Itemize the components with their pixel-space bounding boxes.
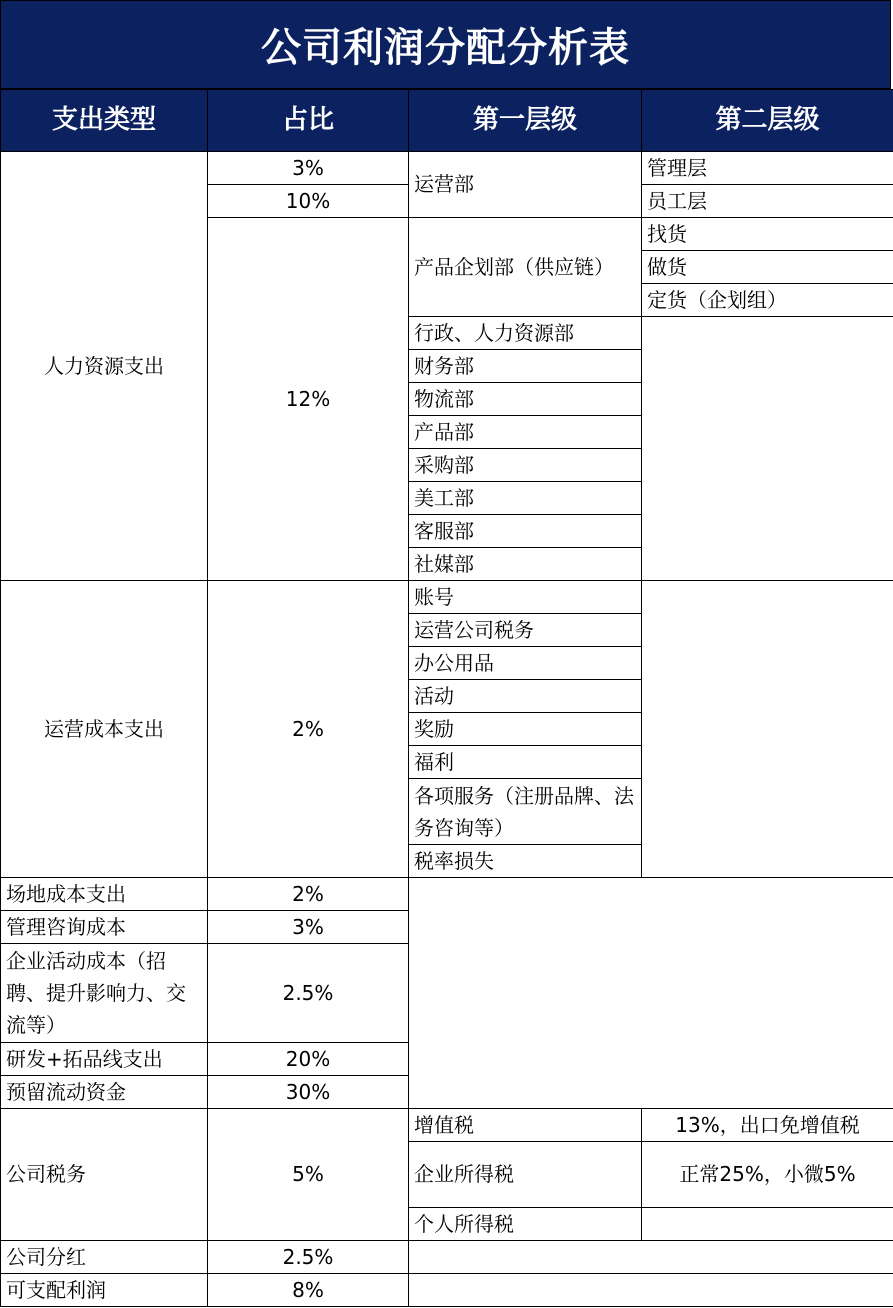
header-level-one: 第一层级 bbox=[409, 90, 642, 152]
table-row bbox=[1, 878, 893, 911]
level-one-cell: 各项服务（注册品牌、法务咨询等） bbox=[409, 779, 642, 845]
tax-item-cell: 增值税 bbox=[409, 1109, 642, 1142]
table-row bbox=[1, 152, 893, 185]
header-expense-type: 支出类型 bbox=[1, 90, 208, 152]
empty-cell bbox=[409, 1241, 893, 1274]
empty-cell bbox=[642, 317, 893, 581]
pct-cell: 2.5% bbox=[208, 1241, 409, 1274]
level-one-cell: 福利 bbox=[409, 746, 642, 779]
level-one-cell: 行政、人力资源部 bbox=[409, 317, 642, 350]
empty-cell bbox=[642, 581, 893, 878]
level-one-cell: 美工部 bbox=[409, 482, 642, 515]
profit-allocation-table bbox=[0, 89, 893, 1307]
level-two-cell: 找货 bbox=[642, 218, 893, 251]
level-one-cell: 账号 bbox=[409, 581, 642, 614]
ops-dept-cell: 运营部 bbox=[409, 152, 642, 218]
expense-type-cell: 研发+拓品线支出 bbox=[1, 1043, 208, 1076]
expense-type-cell: 管理咨询成本 bbox=[1, 911, 208, 944]
tax-item-cell: 企业所得税 bbox=[409, 1142, 642, 1208]
table-row bbox=[1, 1241, 893, 1274]
opcost-pct-cell: 2% bbox=[208, 581, 409, 878]
level-one-cell: 活动 bbox=[409, 680, 642, 713]
level-one-cell: 采购部 bbox=[409, 449, 642, 482]
pct-cell: 2.5% bbox=[208, 944, 409, 1043]
level-one-cell: 税率损失 bbox=[409, 845, 642, 878]
hr-pct-mgmt: 3% bbox=[208, 152, 409, 185]
level-one-cell: 产品部 bbox=[409, 416, 642, 449]
level-one-cell: 财务部 bbox=[409, 350, 642, 383]
page-title: 公司利润分配分析表 bbox=[0, 0, 891, 89]
opcost-type-cell: 运营成本支出 bbox=[1, 581, 208, 878]
expense-type-cell: 企业活动成本（招聘、提升影响力、交流等） bbox=[1, 944, 208, 1043]
hr-pct-rest: 12% bbox=[208, 218, 409, 581]
expense-type-cell: 场地成本支出 bbox=[1, 878, 208, 911]
level-two-cell: 定货（企划组） bbox=[642, 284, 893, 317]
product-planning-cell: 产品企划部（供应链） bbox=[409, 218, 642, 317]
pct-cell: 2% bbox=[208, 878, 409, 911]
table-row bbox=[1, 1109, 893, 1142]
tax-note-cell: 正常25%，小微5% bbox=[642, 1142, 893, 1208]
table-row bbox=[1, 1274, 893, 1307]
table-row bbox=[1, 581, 893, 614]
expense-type-cell: 预留流动资金 bbox=[1, 1076, 208, 1109]
pct-cell: 3% bbox=[208, 911, 409, 944]
tax-note-cell: 13%，出口免增值税 bbox=[642, 1109, 893, 1142]
pct-cell: 20% bbox=[208, 1043, 409, 1076]
empty-cell bbox=[409, 1274, 893, 1307]
tax-type-cell: 公司税务 bbox=[1, 1109, 208, 1241]
level-two-cell: 管理层 bbox=[642, 152, 893, 185]
hr-pct-staff: 10% bbox=[208, 185, 409, 218]
tax-note-cell bbox=[642, 1208, 893, 1241]
level-one-cell: 奖励 bbox=[409, 713, 642, 746]
tax-item-cell: 个人所得税 bbox=[409, 1208, 642, 1241]
expense-type-cell: 公司分红 bbox=[1, 1241, 208, 1274]
header-level-two: 第二层级 bbox=[642, 90, 893, 152]
level-one-cell: 办公用品 bbox=[409, 647, 642, 680]
level-one-cell: 社媒部 bbox=[409, 548, 642, 581]
level-one-cell: 物流部 bbox=[409, 383, 642, 416]
level-two-cell: 员工层 bbox=[642, 185, 893, 218]
pct-cell: 30% bbox=[208, 1076, 409, 1109]
hr-type-cell: 人力资源支出 bbox=[1, 152, 208, 581]
header-row bbox=[1, 90, 893, 152]
expense-type-cell: 可支配利润 bbox=[1, 1274, 208, 1307]
level-two-cell: 做货 bbox=[642, 251, 893, 284]
header-percentage: 占比 bbox=[208, 90, 409, 152]
pct-cell: 8% bbox=[208, 1274, 409, 1307]
level-one-cell: 运营公司税务 bbox=[409, 614, 642, 647]
tax-pct-cell: 5% bbox=[208, 1109, 409, 1241]
level-one-cell: 客服部 bbox=[409, 515, 642, 548]
empty-cell bbox=[409, 878, 893, 1109]
